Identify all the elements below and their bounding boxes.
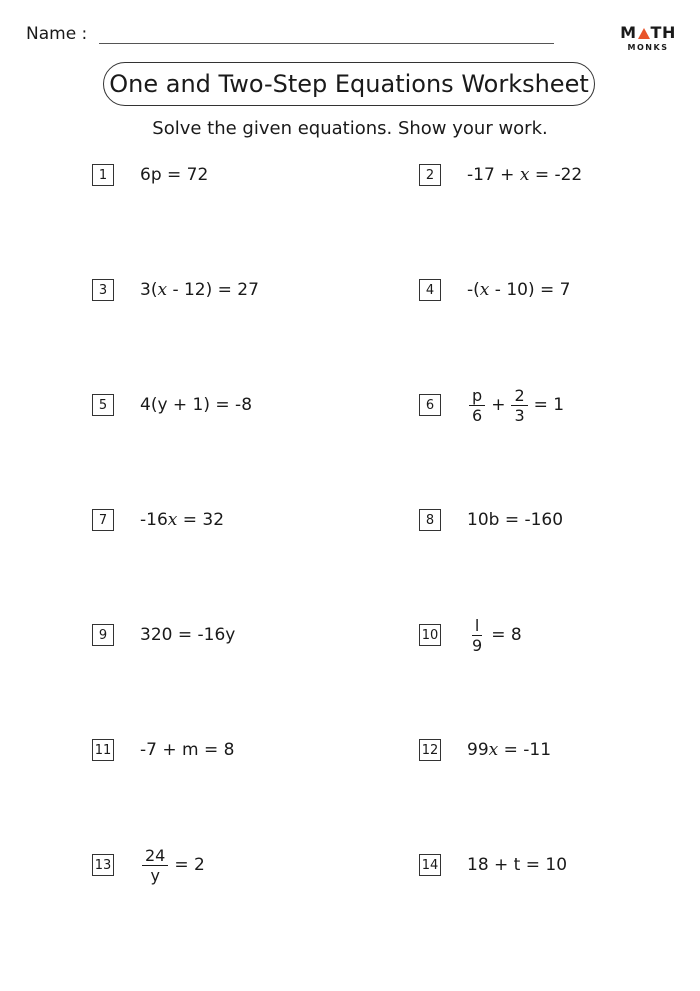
equation (467, 386, 564, 425)
equation (467, 165, 582, 185)
equation-part: -16 (140, 510, 168, 530)
equation (140, 846, 205, 885)
equation (140, 280, 259, 300)
equation-part: = 32 (177, 510, 225, 530)
problem-9 (92, 612, 235, 658)
equation-part: 99 (467, 740, 489, 760)
equation: 320 = -16y (140, 625, 236, 645)
variable: x (157, 280, 168, 300)
problem-7 (92, 497, 224, 543)
numerator: 24 (142, 846, 168, 866)
problem-14 (419, 842, 567, 888)
right-hand-side: = 2 (174, 855, 205, 875)
problem-10 (419, 612, 522, 658)
problem-number: 3 (92, 279, 114, 301)
problem-1 (92, 152, 208, 198)
logo-subtext: MONKS (627, 43, 669, 52)
equation-part: - 10) = 7 (489, 280, 571, 300)
logo-triangle-icon (638, 28, 650, 39)
problem-number: 11 (92, 739, 114, 761)
fraction (469, 616, 485, 655)
problem-4 (419, 267, 570, 313)
fraction (469, 386, 485, 425)
denominator: 6 (472, 405, 483, 425)
equation: 4(y + 1) = -8 (140, 395, 253, 415)
problem-2 (419, 152, 582, 198)
problem-number: 14 (419, 854, 441, 876)
variable: x (488, 740, 499, 760)
instructions: Solve the given equations. Show your work. (152, 118, 548, 139)
denominator: 9 (472, 635, 483, 655)
problem-number: 2 (419, 164, 441, 186)
worksheet-title: One and Two-Step Equations Worksheet (103, 62, 595, 106)
equation: 18 + t = 10 (467, 855, 568, 875)
problem-8 (419, 497, 563, 543)
equation: 6p = 72 (140, 165, 209, 185)
math-monks-logo (619, 24, 677, 52)
name-row (26, 24, 554, 44)
problem-3 (92, 267, 259, 313)
right-hand-side: = 8 (491, 625, 522, 645)
fraction (511, 386, 527, 425)
problem-number: 6 (419, 394, 441, 416)
problem-13 (92, 842, 205, 888)
equation-part: -( (467, 280, 480, 300)
problem-number: 9 (92, 624, 114, 646)
equation: -7 + m = 8 (140, 740, 235, 760)
equation (140, 510, 224, 530)
problem-number: 10 (419, 624, 441, 646)
problem-5 (92, 382, 252, 428)
equation-part: = -22 (529, 165, 583, 185)
problem-number: 12 (419, 739, 441, 761)
denominator: 3 (514, 405, 525, 425)
name-field[interactable] (99, 27, 554, 44)
variable: x (519, 165, 530, 185)
logo-text-right: TH (650, 23, 676, 42)
equation (467, 616, 522, 655)
equation-part: 3( (140, 280, 158, 300)
problem-11 (92, 727, 234, 773)
fraction (142, 846, 168, 885)
right-hand-side: = 1 (533, 395, 565, 415)
problem-number: 4 (419, 279, 441, 301)
problem-number: 7 (92, 509, 114, 531)
equation (467, 740, 551, 760)
logo-text-left: M (620, 23, 637, 42)
equation: 10b = -160 (467, 510, 564, 530)
variable: x (479, 280, 490, 300)
problem-number: 13 (92, 854, 114, 876)
denominator: y (150, 865, 160, 885)
numerator: 2 (511, 386, 527, 406)
problem-number: 8 (419, 509, 441, 531)
equation-part: - 12) = 27 (167, 280, 259, 300)
equation-part: = -11 (498, 740, 552, 760)
numerator: l (472, 616, 482, 636)
problem-number: 1 (92, 164, 114, 186)
operator: + (491, 395, 506, 415)
numerator: p (469, 386, 485, 406)
problem-6 (419, 382, 564, 428)
equation (467, 280, 570, 300)
variable: x (167, 510, 178, 530)
problem-number: 5 (92, 394, 114, 416)
equation-part: -17 + (467, 165, 520, 185)
problem-12 (419, 727, 551, 773)
name-label: Name : (26, 24, 88, 44)
